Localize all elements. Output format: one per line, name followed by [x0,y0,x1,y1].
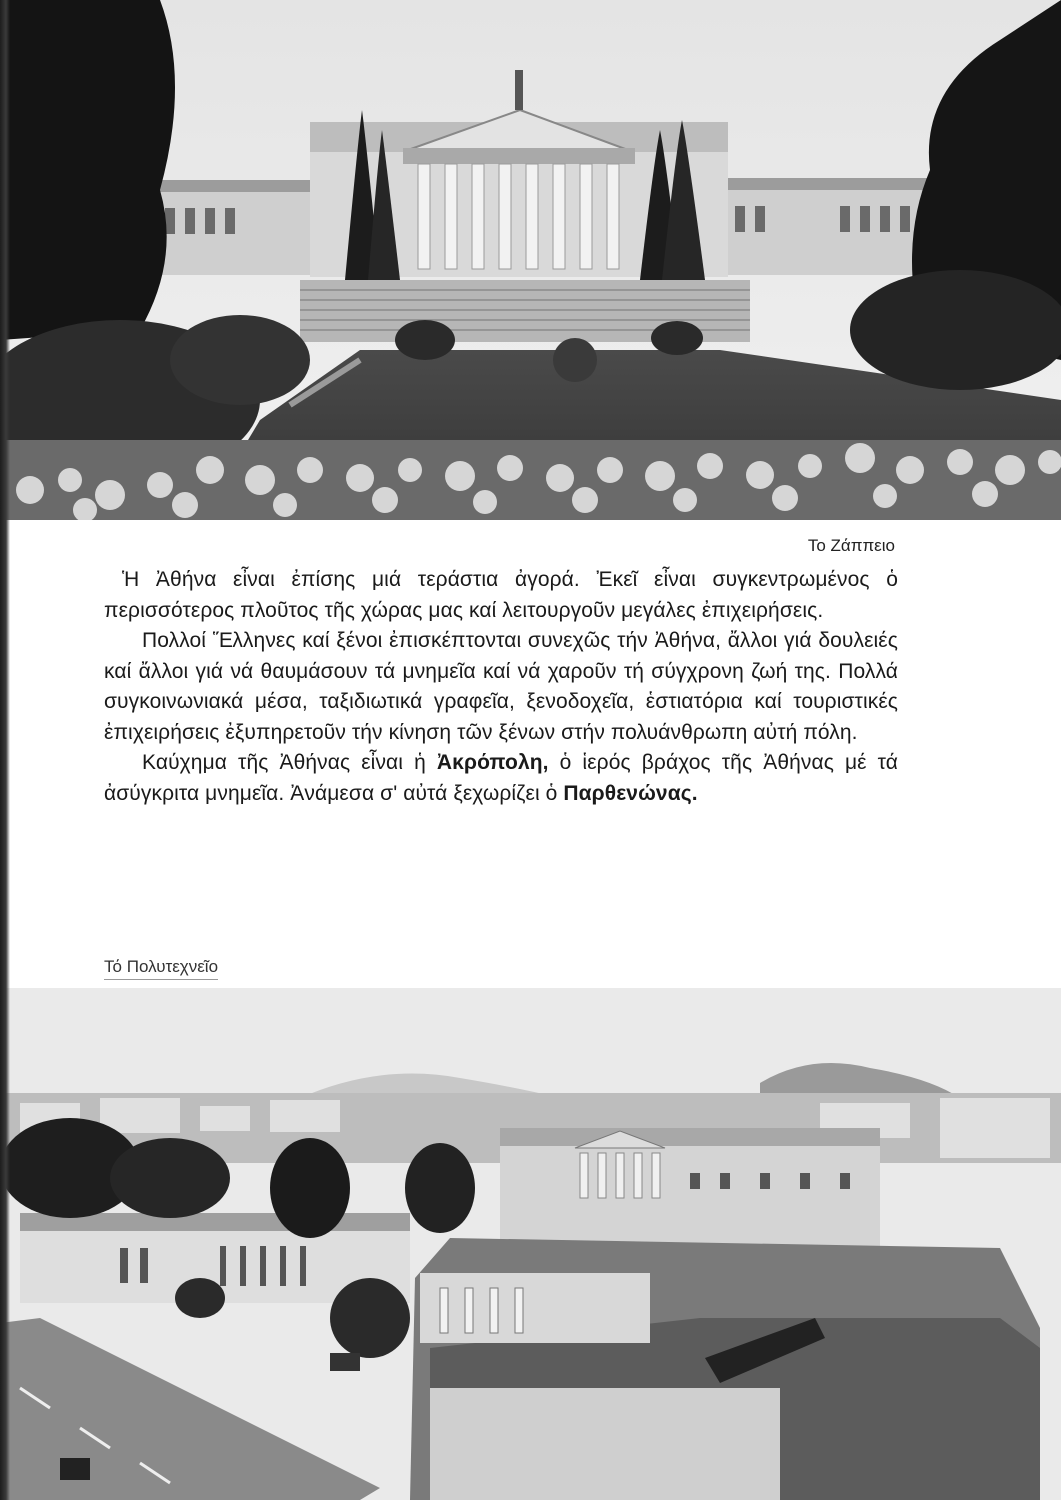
polytechnic-photo [0,988,1061,1500]
body-text [104,565,898,809]
paragraph-3-start: Καύχημα τῆς Ἀθήνας εἶναι ἡ [142,751,437,774]
zappeion-caption: Το Ζάππειο [807,536,895,555]
paragraph-2: Πολλοί Ἕλληνες καί ξένοι ἐπισκέπτονται συνεχῶς τήν Ἀθήνα, ἄλλοι γιά δουλειές καί ἄλλοι γιά νά θαυμάσουν τά μνημεῖα καί νά χαροῦν τή σύγχρονη ζωή της. Πολλά συγκοινωνιακά μέσα, ταξιδιωτικά γραφεῖα, ξενοδοχεῖα, ἑστιατόρια καί τουριστικές ἐπιχειρήσεις ἐξυπηρετοῦν τήν κίνηση τῶν ξένων στήν πολυάνθρωπη αὐτή πόλη. [104,629,898,744]
polytechnic-image [0,988,1061,1500]
paragraph-3 [104,748,898,809]
polytechnic-caption: Τό Πολυτεχνεῖο [104,957,218,980]
paragraph-1: Ἡ Ἀθήνα εἶναι ἐπίσης μιά τεράστια ἀγορά. Ἐκεῖ εἶναι συγκεντρωμένος ὁ περισσότερος πλοῦτος τῆς χώρας μας καί λειτουργοῦν μεγάλες ἐπιχειρήσεις. [104,568,898,622]
binding-edge-shadow [0,0,10,1500]
paragraph-3-middle: ὁ ἱερός βράχος τῆς Ἀθήνας μέ τά ἀσύγκριτα μνημεῖα. Ἀνάμεσα σ' αὐτά ξεχωρίζει ὁ [104,751,898,805]
parthenon-term: Παρθενώνας. [563,781,698,805]
zappeion-image [0,0,1061,520]
acropolis-term: Ἀκρόπολη, [436,751,549,774]
zappeion-photo [0,0,1061,520]
